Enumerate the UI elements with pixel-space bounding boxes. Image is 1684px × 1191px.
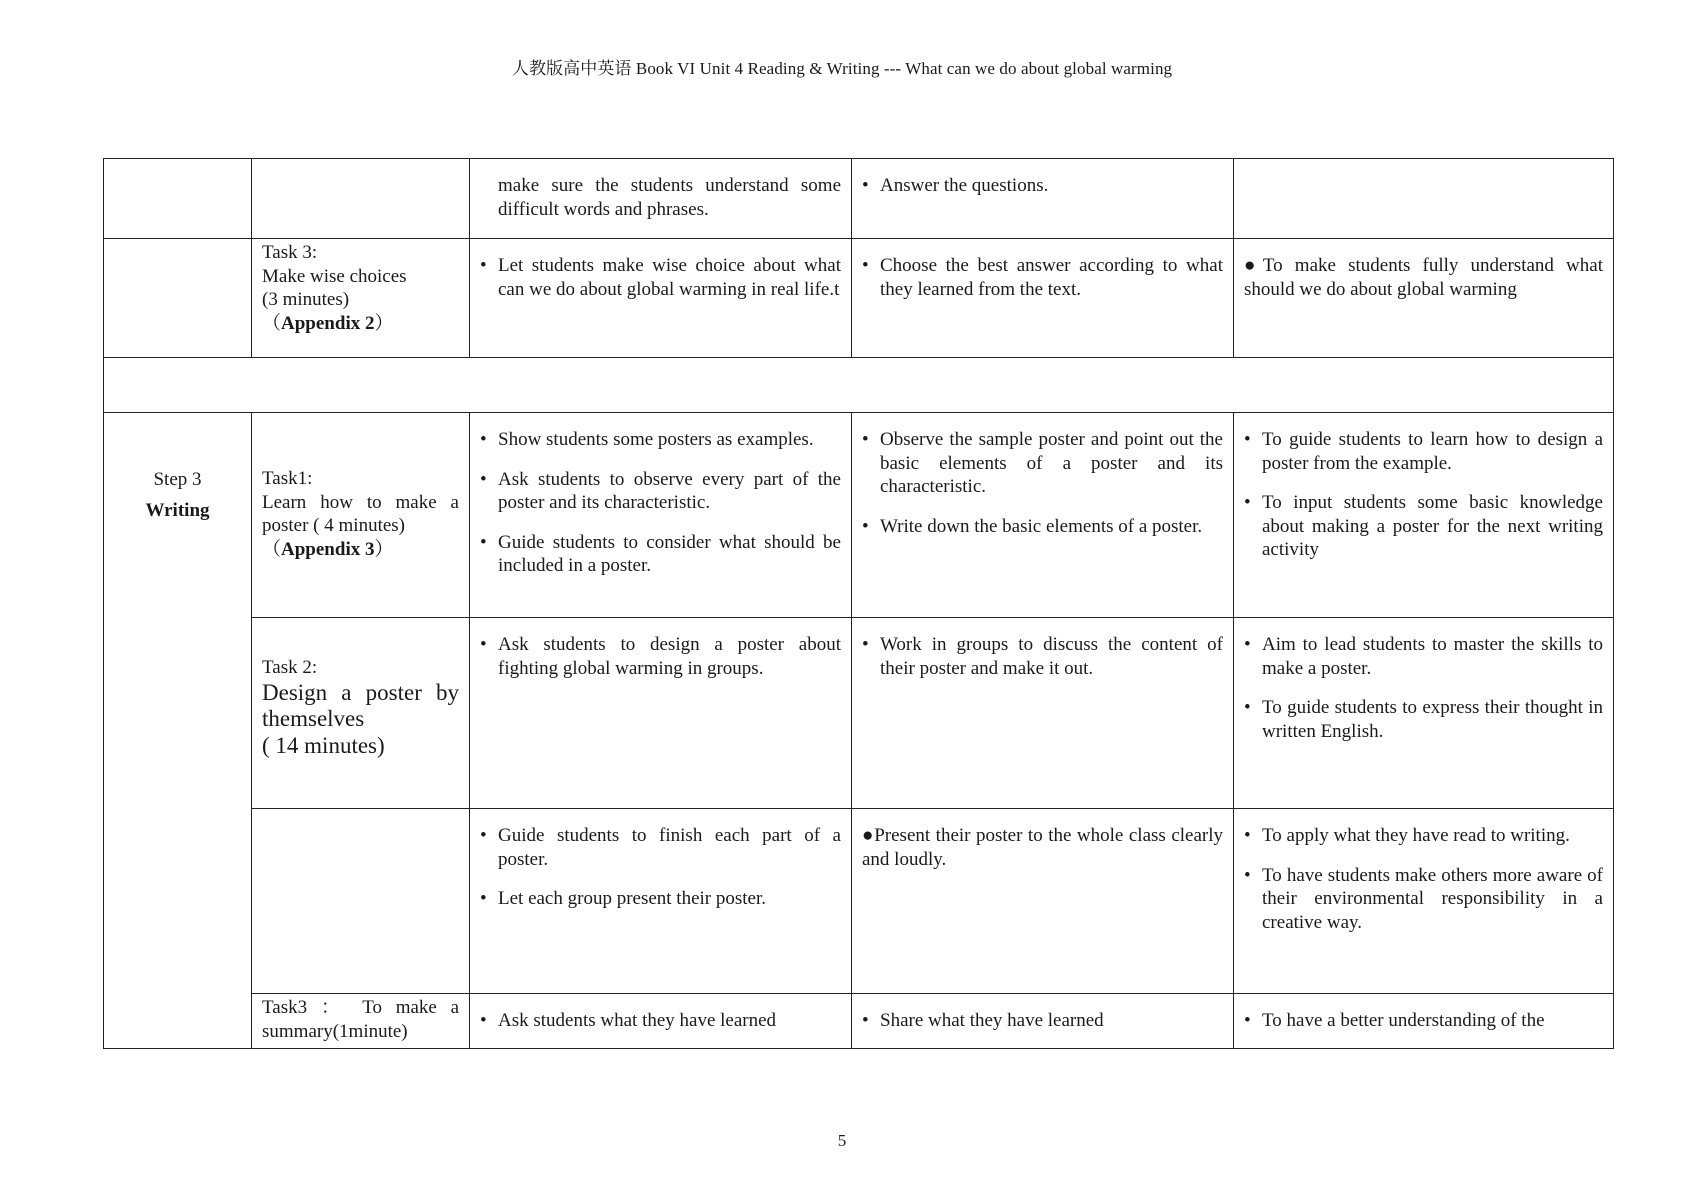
teacher-activity: make sure the students understand some difficult words and phrases. [498, 175, 841, 220]
student-activity-cell [852, 413, 1234, 618]
table-row [104, 618, 1614, 809]
purpose-cell [1234, 413, 1614, 618]
task-title: Task 3: [262, 242, 318, 263]
student-activity: • Observe the sample poster and point out the basic elements of a poster and its characteristic. [862, 428, 1223, 499]
teacher-activity: • Ask students to design a poster about fighting global warming in groups. [480, 633, 841, 680]
task-time: (3 minutes) [262, 289, 350, 310]
task-cell-empty [252, 809, 470, 994]
task-cell-empty [252, 159, 470, 239]
purpose-item: • Aim to lead students to master the skills to make a poster. [1244, 633, 1603, 680]
purpose-item: • To have students make others more aware of their environmental responsibility in a creative way. [1244, 864, 1603, 935]
step-name: Writing [145, 500, 210, 521]
purpose-item: • To have a better understanding of the [1244, 1009, 1603, 1033]
purpose-item: • To guide students to learn how to design a poster from the example. [1244, 428, 1603, 475]
student-activity-cell [852, 618, 1234, 809]
task-title: Task1: [262, 468, 313, 489]
student-activity: • Choose the best answer according to what they learned from the text. [862, 254, 1223, 301]
table-row [104, 809, 1614, 994]
purpose-cell [1234, 618, 1614, 809]
page-number: 5 [837, 1131, 847, 1150]
teacher-activity: • Guide students to finish each part of a poster. [480, 824, 841, 871]
purpose-text: ●To make students fully understand what should we do about global warming [1244, 255, 1603, 300]
student-activity-cell [852, 159, 1234, 239]
teacher-activity-cell [470, 994, 852, 1049]
student-activity-cell [852, 809, 1234, 994]
task-time: ( 14 minutes) [262, 732, 385, 758]
purpose-item: • To guide students to express their thought in written English. [1244, 696, 1603, 743]
teacher-activity-cell [470, 159, 852, 239]
task-description: Learn how to make a poster ( 4 minutes) [262, 491, 459, 536]
appendix-ref: （Appendix 2） [262, 312, 394, 334]
purpose-cell [1234, 994, 1614, 1049]
lesson-plan-table [103, 158, 1614, 1049]
task-cell [252, 994, 470, 1049]
task-cell [252, 413, 470, 618]
spacer-cell [104, 358, 1614, 413]
step-cell-empty [104, 239, 252, 358]
table-row [104, 239, 1614, 358]
student-activity: • Work in groups to discuss the content of their poster and make it out. [862, 633, 1223, 680]
student-activity: • Answer the questions. [862, 174, 1223, 198]
teacher-activity-cell [470, 413, 852, 618]
purpose-cell [1234, 239, 1614, 358]
purpose-item: • To apply what they have read to writing. [1244, 824, 1603, 848]
teacher-activity-cell [470, 809, 852, 994]
task-description: Design a poster by themselves [262, 679, 459, 731]
teacher-activity: • Let students make wise choice about what can we do about global warming in real life.t [480, 254, 841, 301]
teacher-activity: • Let each group present their poster. [480, 887, 841, 911]
student-activity-cell [852, 994, 1234, 1049]
teacher-activity-cell [470, 618, 852, 809]
teacher-activity-cell [470, 239, 852, 358]
task-cell [252, 239, 470, 358]
teacher-activity: • Ask students what they have learned [480, 1009, 841, 1033]
teacher-activity: • Guide students to consider what should be included in a poster. [480, 531, 841, 578]
task-description: Task3 ： To make a summary(1minute) [262, 997, 459, 1042]
student-activity: ●Present their poster to the whole class clearly and loudly. [862, 825, 1223, 870]
purpose-cell-empty [1234, 159, 1614, 239]
task-description: Make wise choices [262, 265, 407, 287]
student-activity: • Write down the basic elements of a poster. [862, 515, 1223, 539]
table-row [104, 413, 1614, 618]
teacher-activity: • Show students some posters as examples. [480, 428, 841, 452]
table-row [104, 994, 1614, 1049]
student-activity: • Share what they have learned [862, 1009, 1223, 1033]
step-cell-empty [104, 159, 252, 239]
table-row [104, 159, 1614, 239]
purpose-item: • To input students some basic knowledge about making a poster for the next writing activity [1244, 491, 1603, 562]
table-row-spacer [104, 358, 1614, 413]
student-activity-cell [852, 239, 1234, 358]
page-header: 人教版高中英语 Book VI Unit 4 Reading & Writing --- What can we do about global warming [511, 59, 1173, 78]
task-title: Task 2: [262, 657, 318, 678]
step-label: Step 3 [153, 469, 202, 490]
teacher-activity: • Ask students to observe every part of the poster and its characteristic. [480, 468, 841, 515]
appendix-ref: （Appendix 3） [262, 538, 394, 560]
task-cell [252, 618, 470, 809]
purpose-cell [1234, 809, 1614, 994]
step-cell [104, 413, 252, 1049]
